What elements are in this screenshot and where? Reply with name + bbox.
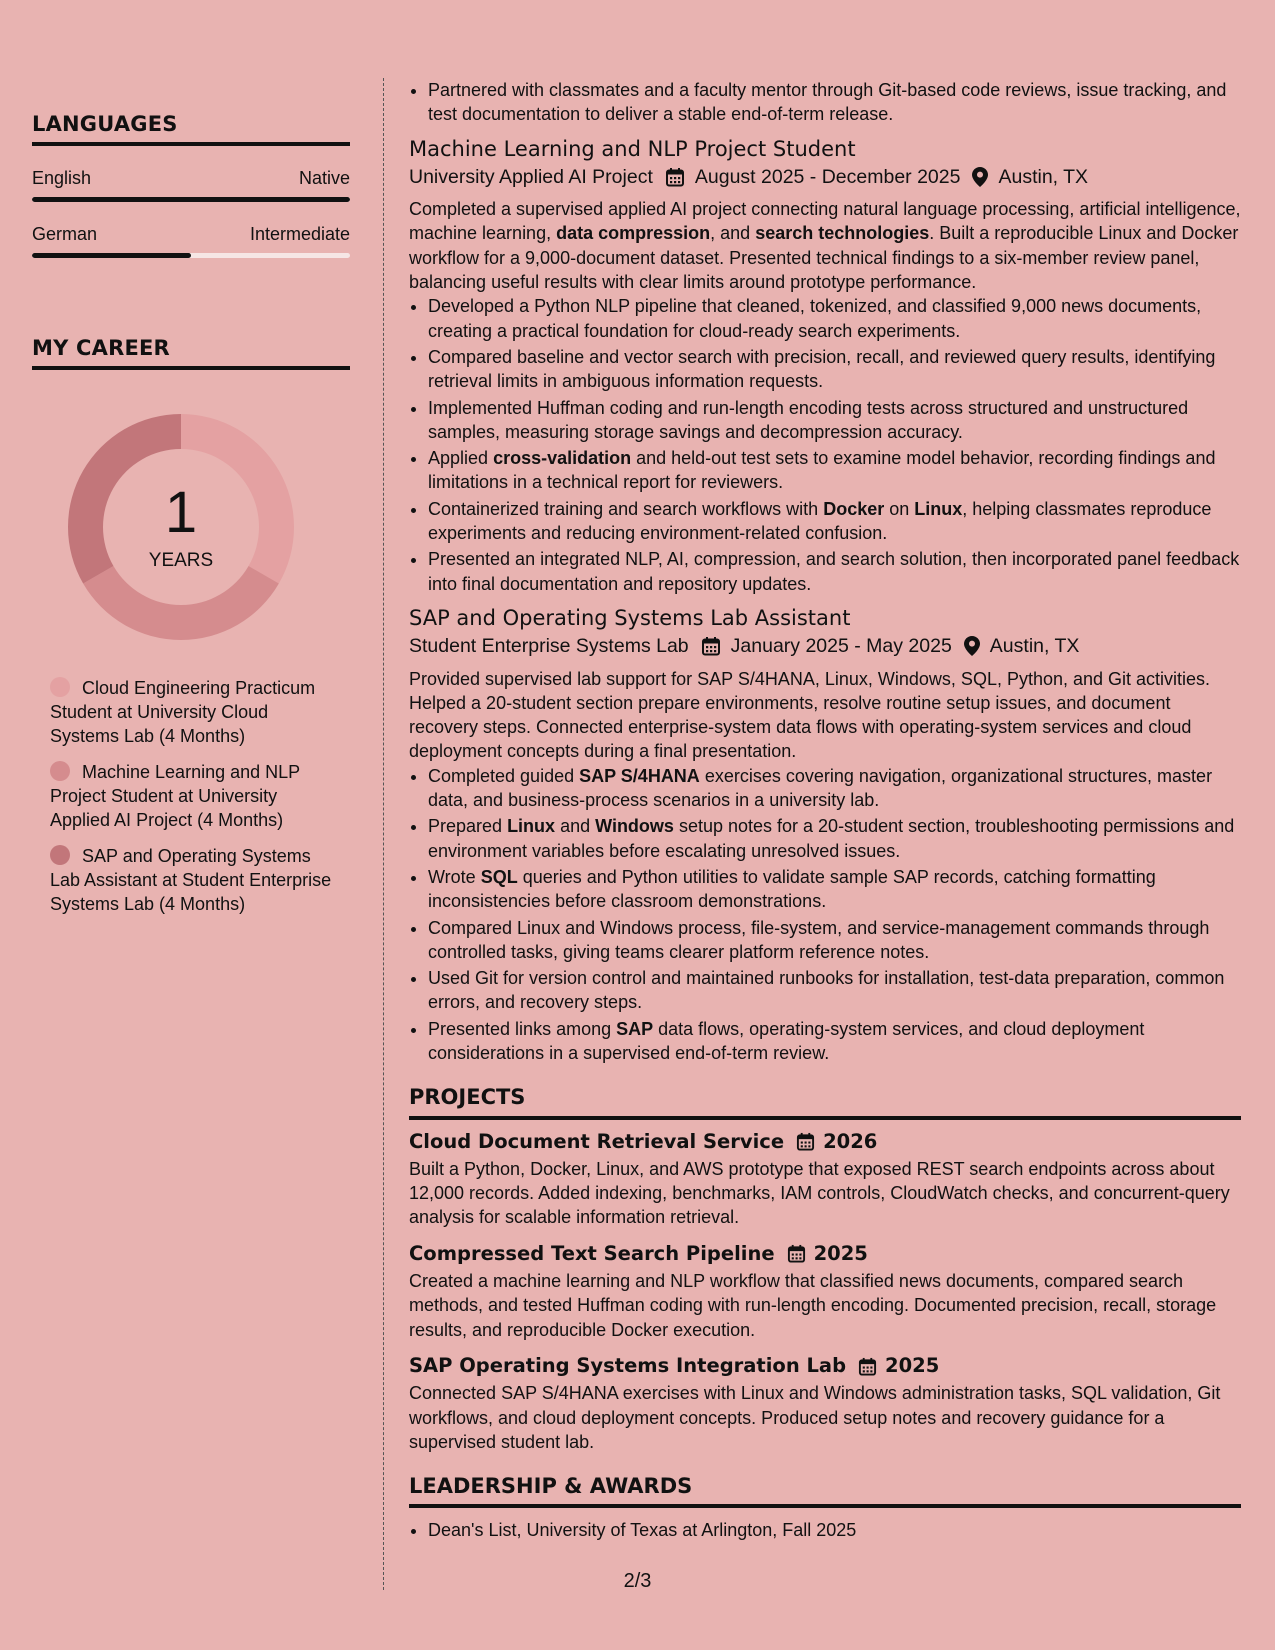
- language-level: Native: [298, 168, 350, 188]
- career-legend-item: [50, 844, 340, 916]
- legend-dot: [50, 845, 70, 865]
- project-name: Cloud Document Retrieval Service: [409, 1129, 785, 1153]
- column-divider: [383, 78, 384, 1590]
- bullet-item: • Prepared Linux and Windows setup notes for a 20-student section, troubleshooting permissions and environment variables before escalating unresolved issues.: [428, 814, 1241, 863]
- job-summary: Provided supervised lab support for SAP S/4HANA, Linux, Windows, SQL, Python, and Git activities. Helped a 20-student section prepare environments, resolve routine setup issues, and document recovery steps. Connected enterprise-system data flows with operating-system services and cloud deployment concepts during a final presentation.: [409, 668, 1211, 762]
- bullet-item: • Wrote SQL queries and Python utilities to validate sample SAP records, catching formatting inconsistencies before classroom demonstrations.: [428, 865, 1241, 914]
- bullet-item: • Developed a Python NLP pipeline that cleaned, tokenized, and classified 9,000 news documents, creating a practical foundation for cloud-ready search experiments.: [428, 294, 1241, 343]
- carryover-bullets: [409, 78, 1241, 127]
- bullet-item: • Applied cross-validation and held-out test sets to examine model behavior, recording findings and limitations in a technical report for reviewers.: [428, 446, 1241, 495]
- career-donut-chart: [66, 412, 296, 642]
- leadership-list: [409, 1518, 1241, 1542]
- language-item: [32, 168, 350, 202]
- project-entry: [409, 1354, 1241, 1454]
- bullet-item: • Partnered with classmates and a faculty mentor through Git-based code reviews, issue tracking, and test documentation to deliver a stable end-of-term release.: [428, 78, 1241, 127]
- legend-dot: [50, 677, 70, 697]
- language-name: English: [32, 168, 92, 188]
- job-title: Machine Learning and NLP Project Student: [409, 136, 856, 161]
- language-proficiency-bar: [32, 197, 350, 202]
- legend-dot: [50, 761, 70, 781]
- sidebar: [32, 112, 350, 928]
- project-title-row: [409, 1242, 1241, 1266]
- bullet-item: • Presented links among SAP data flows, operating-system services, and cloud deployment considerations in a supervised end-of-term review.: [428, 1017, 1241, 1066]
- career-total-unit: YEARS: [148, 550, 214, 571]
- bullet-item: • Compared baseline and vector search with precision, recall, and reviewed query results, identifying retrieval limits in ambiguous information requests.: [428, 345, 1241, 394]
- project-title-row: [409, 1130, 1241, 1154]
- career-total-number: 1: [164, 480, 198, 545]
- language-name: German: [32, 224, 98, 244]
- leadership-item: • Dean's List, University of Texas at Arlington, Fall 2025: [428, 1518, 1241, 1542]
- bullet-item: • Completed guided SAP S/4HANA exercises covering navigation, organizational structures, master data, and business-process scenarios in a university lab.: [428, 764, 1241, 813]
- page-number: 2/3: [623, 1570, 652, 1592]
- calendar-icon: [701, 636, 721, 656]
- career-legend-item: [50, 760, 340, 832]
- job-dates: August 2025 - December 2025: [694, 165, 961, 188]
- bullet-item: • Used Git for version control and maintained runbooks for installation, test-data preparation, common errors, and recovery steps.: [428, 966, 1241, 1015]
- language-proficiency-bar: [32, 253, 350, 258]
- job-location: Austin, TX: [998, 165, 1089, 188]
- career-legend-label: Cloud Engineering Practicum Student at University Cloud Systems Lab (4 Months): [50, 678, 316, 746]
- project-entry: [409, 1242, 1241, 1342]
- job-bullets: [409, 294, 1241, 596]
- calendar-icon: [796, 1132, 815, 1151]
- language-item: [32, 224, 350, 258]
- projects-heading: PROJECTS: [409, 1085, 1241, 1119]
- project-title-row: [409, 1354, 1241, 1378]
- project-entry: [409, 1130, 1241, 1230]
- job-org: University Applied AI Project: [409, 165, 653, 188]
- map-pin-icon: [972, 167, 988, 187]
- job-location: Austin, TX: [989, 635, 1080, 658]
- job-entry: [409, 137, 1241, 596]
- calendar-icon: [665, 167, 685, 187]
- career-legend: [50, 676, 340, 916]
- project-name: Compressed Text Search Pipeline: [409, 1241, 775, 1265]
- bullet-item: • Implemented Huffman coding and run-length encoding tests across structured and unstructured samples, measuring storage savings and decompression accuracy.: [428, 396, 1241, 445]
- donut-segment-2: [83, 566, 279, 640]
- career-legend-item: [50, 676, 340, 748]
- job-org: Student Enterprise Systems Lab: [409, 635, 689, 658]
- project-name: SAP Operating Systems Integration Lab: [409, 1353, 847, 1377]
- bullet-item: • Containerized training and search workflows with Docker on Linux, helping classmates reproduce experiments and reducing environment-related confusion.: [428, 497, 1241, 546]
- main-content: [409, 78, 1241, 1545]
- job-dates: January 2025 - May 2025: [730, 635, 952, 658]
- project-year: 2025: [885, 1353, 940, 1377]
- job-title: SAP and Operating Systems Lab Assistant: [409, 605, 851, 630]
- job-meta: [409, 165, 1241, 189]
- language-proficiency-fill: [32, 253, 191, 258]
- calendar-icon: [858, 1357, 877, 1376]
- project-year: 2025: [813, 1241, 868, 1265]
- job-meta: [409, 634, 1241, 658]
- career-legend-label: Machine Learning and NLP Project Student at University Applied AI Project (4 Months): [50, 762, 300, 830]
- bullet-item: • Presented an integrated NLP, AI, compression, and search solution, then incorporated panel feedback into final documentation and repository updates.: [428, 547, 1241, 596]
- project-description: Connected SAP S/4HANA exercises with Linux and Windows administration tasks, SQL validation, Git workflows, and cloud deployment concepts. Produced setup notes and recovery guidance for a supervised student lab.: [409, 1383, 1221, 1452]
- job-summary: Completed a supervised applied AI project connecting natural language processing, artificial intelligence, machine learning, data compression, and search technologies. Built a reproducible Linux and Docker workflow for a 9,000-document dataset. Presented technical findings to a six-member review panel, balancing useful results with clear limits around prototype performance.: [409, 199, 1241, 293]
- language-level: Intermediate: [249, 224, 350, 244]
- map-pin-icon: [964, 636, 980, 656]
- calendar-icon: [787, 1244, 806, 1263]
- project-description: Built a Python, Docker, Linux, and AWS prototype that exposed REST search endpoints across about 12,000 records. Added indexing, benchmarks, IAM controls, CloudWatch checks, and concurrent-query analysis for scalable information retrieval.: [409, 1158, 1230, 1228]
- leadership-heading: LEADERSHIP & AWARDS: [409, 1474, 1241, 1508]
- job-entry: [409, 606, 1241, 1065]
- language-proficiency-fill: [32, 197, 350, 202]
- career-legend-label: SAP and Operating Systems Lab Assistant at Student Enterprise Systems Lab (4 Months): [50, 846, 332, 914]
- project-description: Created a machine learning and NLP workflow that classified news documents, compared search methods, and tested Huffman coding with run-length encoding. Documented precision, recall, storage results, and reproducible Docker execution.: [409, 1271, 1217, 1340]
- career-heading: MY CAREER: [32, 336, 350, 370]
- languages-heading: LANGUAGES: [32, 112, 350, 146]
- job-bullets: [409, 764, 1241, 1066]
- bullet-item: • Compared Linux and Windows process, file-system, and service-management commands through controlled tasks, giving teams clearer platform reference notes.: [428, 916, 1241, 965]
- project-year: 2026: [823, 1129, 878, 1153]
